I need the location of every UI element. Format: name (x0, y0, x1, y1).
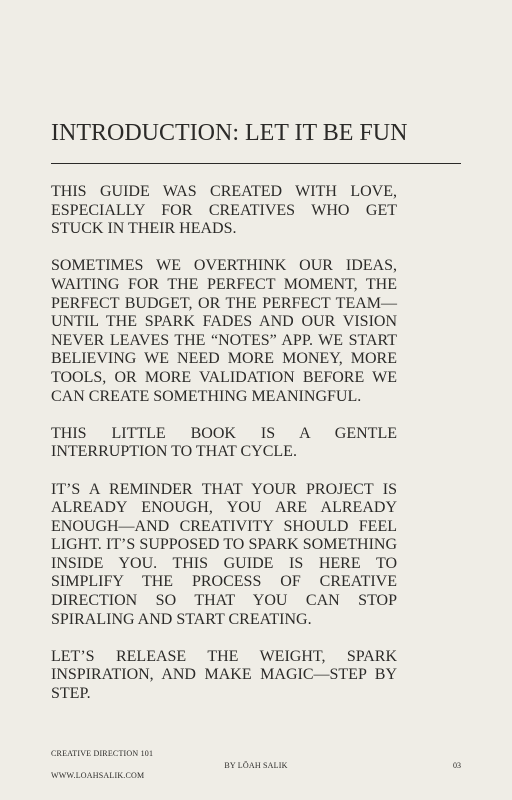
footer-author: BY LŌAH SALIK (224, 761, 288, 770)
title-divider (51, 163, 461, 164)
footer-website: WWW.LOAHSALIK.COM (51, 771, 145, 780)
paragraph: IT’S A REMINDER THAT YOUR PROJECT IS ALREADY ENOUGH, YOU ARE ALREADY ENOUGH—AND CREATIVITY SHOULD FEEL LIGHT. IT’S SUPPOSED TO SPARK SOMETHING INSIDE YOU. THIS GUIDE IS HERE TO SIMPLIFY THE PROCESS OF CREATIVE DIRECTION SO THAT YOU CAN STOP SPIRALING AND START CREATING. (51, 480, 397, 628)
paragraph: THIS GUIDE WAS CREATED WITH LOVE, ESPECIALLY FOR CREATIVES WHO GET STUCK IN THEIR HEADS. (51, 183, 397, 238)
body-text (51, 183, 397, 722)
paragraph: SOMETIMES WE OVERTHINK OUR IDEAS, WAITING FOR THE PERFECT MOMENT, THE PERFECT BUDGET, OR THE PERFECT TEAM—UNTIL THE SPARK FADES AND OUR VISION NEVER LEAVES THE “NOTES” APP. WE START BELIEVING WE NEED MORE MONEY, MORE TOOLS, OR MORE VALIDATION BEFORE WE CAN CREATE SOMETHING MEANINGFUL. (51, 257, 397, 405)
paragraph: THIS LITTLE BOOK IS A GENTLE INTERRUPTION TO THAT CYCLE. (51, 424, 397, 461)
page-title: INTRODUCTION: LET IT BE FUN (51, 120, 408, 146)
paragraph: LET’S RELEASE THE WEIGHT, SPARK INSPIRATION, AND MAKE MAGIC—STEP BY STEP. (51, 647, 397, 703)
footer-book-title: CREATIVE DIRECTION 101 (51, 749, 154, 758)
page-number: 03 (453, 761, 461, 770)
